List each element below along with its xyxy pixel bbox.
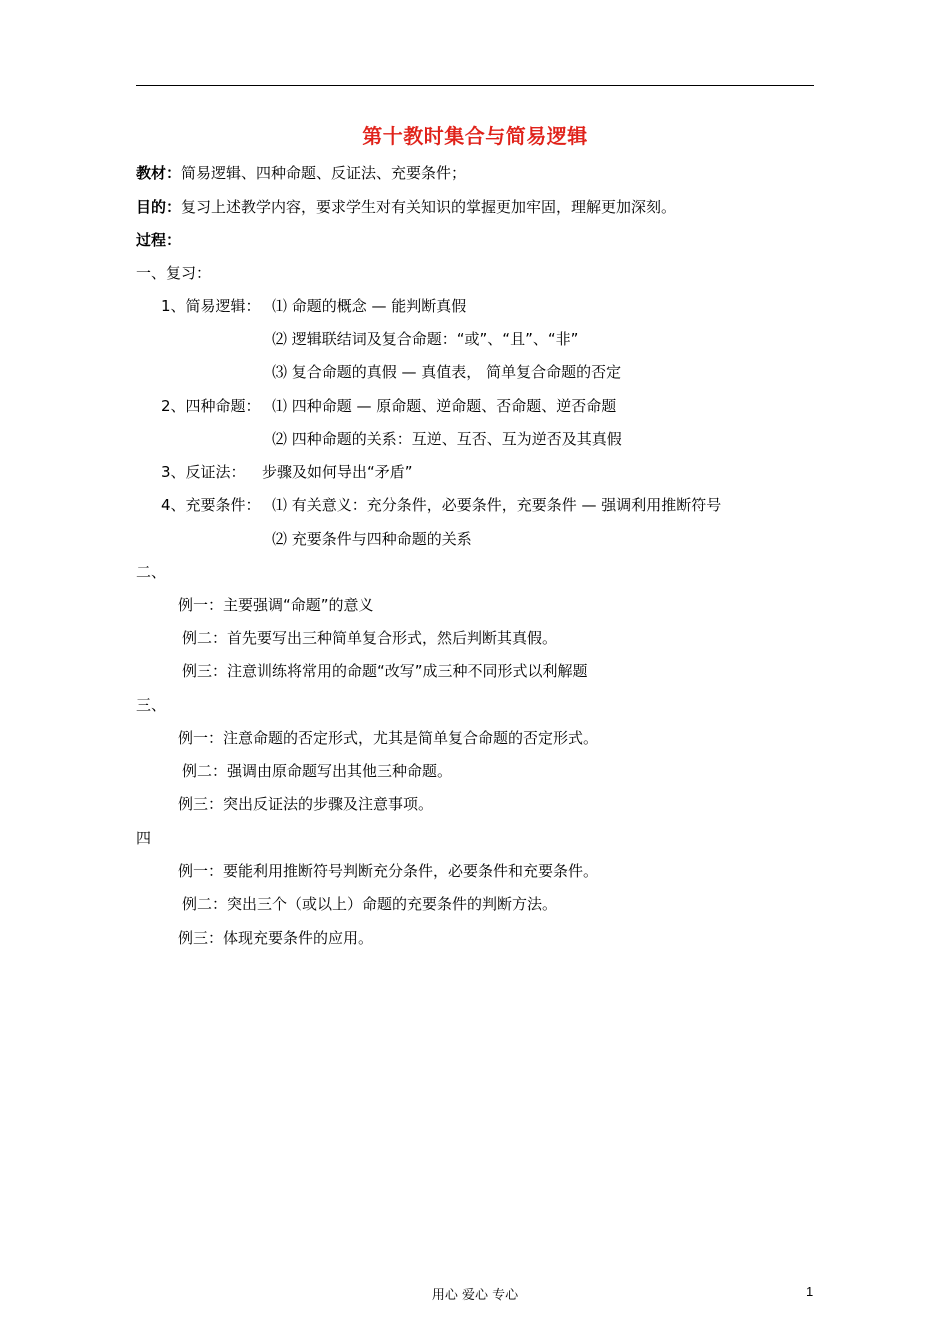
material-label: 教材： [136, 164, 182, 182]
section4-example-3: 例三：体现充要条件的应用。 [178, 929, 374, 947]
item4-line-2: ⑵ 充要条件与四种命题的关系 [272, 530, 472, 548]
item1-line-3: ⑶ 复合命题的真假 — 真值表， 简单复合命题的否定 [272, 363, 622, 381]
item1-line-1: ⑴ 命题的概念 — 能判断真假 [272, 297, 467, 315]
section2-heading: 二、 [136, 563, 167, 581]
item1-line-2: ⑵ 逻辑联结词及复合命题：“或”、“且”、“非” [272, 330, 579, 348]
section4-example-1: 例一：要能利用推断符号判断充分条件，必要条件和充要条件。 [178, 862, 599, 880]
item2-line-1: ⑴ 四种命题 — 原命题、逆命题、否命题、逆否命题 [272, 397, 617, 415]
page-number: 1 [806, 1284, 814, 1299]
item2-line-2: ⑵ 四种命题的关系：互逆、互否、互为逆否及其真假 [272, 430, 622, 448]
section3-example-1: 例一：注意命题的否定形式，尤其是简单复合命题的否定形式。 [178, 729, 599, 747]
material-line [136, 163, 466, 183]
section3-example-2: 例二：强调由原命题写出其他三种命题。 [182, 762, 453, 780]
section3-example-3: 例三：突出反证法的步骤及注意事项。 [178, 795, 434, 813]
header-rule [136, 85, 814, 86]
section2-example-3: 例三：注意训练将常用的命题“改写”成三种不同形式以利解题 [182, 662, 588, 680]
goal-label: 目的： [136, 198, 182, 216]
section3-heading: 三、 [136, 696, 167, 714]
item1-lead: 1、简易逻辑： [161, 297, 261, 315]
section2-example-1: 例一：主要强调“命题”的意义 [178, 596, 374, 614]
item4-line-1: ⑴ 有关意义：充分条件，必要条件，充要条件 — 强调利用推断符号 [272, 496, 722, 514]
section4-example-2: 例二：突出三个（或以上）命题的充要条件的判断方法。 [182, 895, 558, 913]
page-title: 第十教时集合与简易逻辑 [362, 124, 588, 148]
item3-lead: 3、反证法： [161, 463, 246, 481]
section2-example-2: 例二：首先要写出三种简单复合形式，然后判断其真假。 [182, 629, 558, 647]
goal-text: 复习上述教学内容，要求学生对有关知识的掌握更加牢固，理解更加深刻。 [181, 198, 677, 216]
item2-lead: 2、四种命题： [161, 397, 261, 415]
footer-text: 用心 爱心 专心 [431, 1288, 519, 1303]
material-text: 简易逻辑、四种命题、反证法、充要条件； [181, 164, 467, 182]
item3-text: 步骤及如何导出“矛盾” [262, 463, 413, 481]
section1-heading: 一、复习： [136, 264, 212, 282]
item4-lead: 4、充要条件： [161, 496, 261, 514]
goal-line [136, 197, 676, 217]
section4-heading: 四 [136, 829, 152, 847]
process-label: 过程： [136, 231, 182, 249]
